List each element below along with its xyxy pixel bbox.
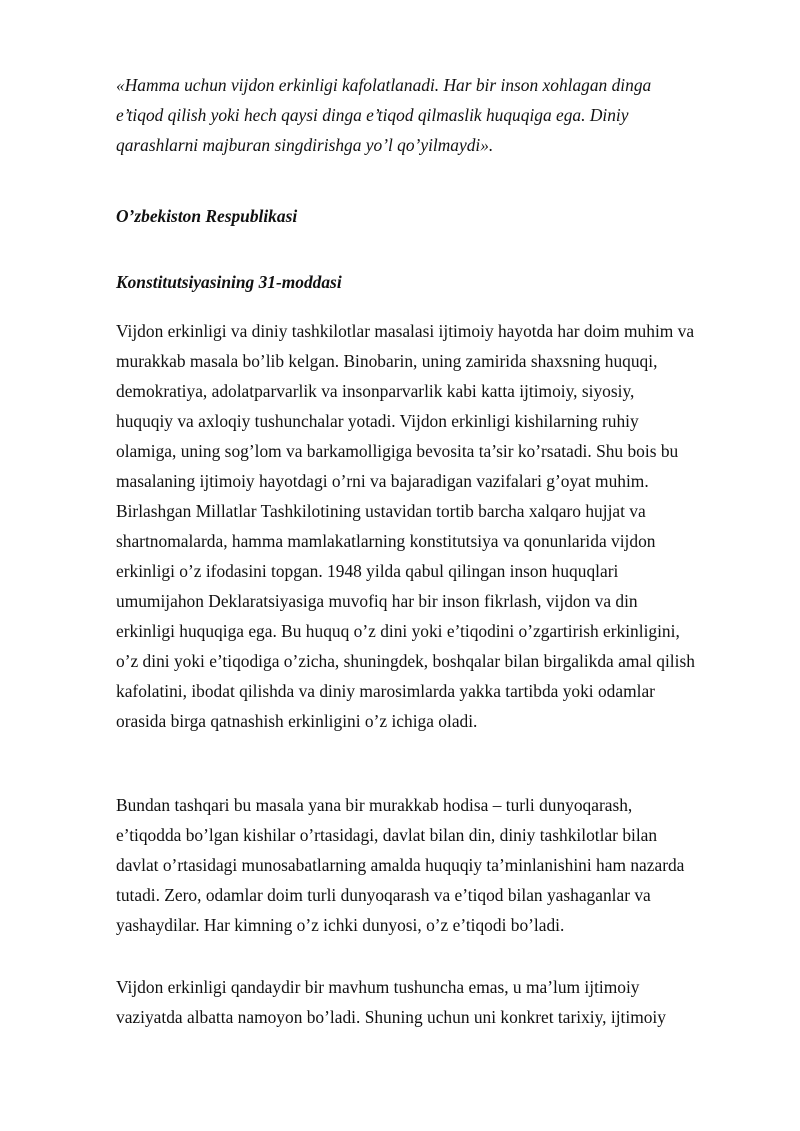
paragraph-line: o’z dini yoki e’tiqodiga o’zicha, shuningdek, boshqalar bilan birgalikda amal qilish	[116, 651, 695, 671]
paragraph-line: e’tiqodda bo’lgan kishilar o’rtasidagi, davlat bilan din, diniy tashkilotlar bilan	[116, 825, 658, 845]
quote-line: qarashlarni majburan singdirishga yo’l qo’yilmaydi».	[116, 135, 494, 155]
paragraph-line: kafolatini, ibodat qilishda va diniy marosimlarda yakka tartibda yoki odamlar	[116, 681, 655, 701]
paragraph-line: murakkab masala bo’lib kelgan. Binobarin, uning zamirida shaxsning huquqi,	[116, 351, 658, 371]
paragraph-line: Birlashgan Millatlar Tashkilotining ustavidan tortib barcha xalqaro hujjat va	[116, 501, 646, 521]
paragraph-1	[116, 316, 766, 736]
paragraph-2	[116, 790, 766, 940]
paragraph-line: Vijdon erkinligi qandaydir bir mavhum tushuncha emas, u ma’lum ijtimoiy	[116, 977, 640, 997]
paragraph-line: erkinligi huquqiga ega. Bu huquq o’z dini yoki e’tiqodini o’zgartirish erkinligini,	[116, 621, 680, 641]
paragraph-line: Bundan tashqari bu masala yana bir murakkab hodisa – turli dunyoqarash,	[116, 795, 633, 815]
paragraph-line: yashaydilar. Har kimning o’z ichki dunyosi, o’z e’tiqodi bo’ladi.	[116, 915, 565, 935]
paragraph-line: umumijahon Deklaratsiyasiga muvofiq har bir inson fikrlash, vijdon va din	[116, 591, 638, 611]
quote-line: e’tiqod qilish yoki hech qaysi dinga e’tiqod qilmaslik huquqiga ega. Diniy	[116, 105, 629, 125]
paragraph-line: tutadi. Zero, odamlar doim turli dunyoqarash va e’tiqod bilan yashaganlar va	[116, 885, 651, 905]
source-title: O’zbekiston Respublikasi	[116, 206, 298, 226]
paragraph-3	[116, 972, 766, 1032]
paragraph-line: huquqiy va axloqiy tushunchalar yotadi. Vijdon erkinligi kishilarning ruhiy	[116, 411, 639, 431]
paragraph-line: masalaning ijtimoiy hayotdagi o’rni va bajaradigan vazifalari g’oyat muhim.	[116, 471, 649, 491]
paragraph-line: olamiga, uning sog’lom va barkamolligiga bevosita ta’sir ko’rsatadi. Shu bois bu	[116, 441, 679, 461]
paragraph-line: demokratiya, adolatparvarlik va insonparvarlik kabi katta ijtimoiy, siyosiy,	[116, 381, 635, 401]
paragraph-line: Vijdon erkinligi va diniy tashkilotlar masalasi ijtimoiy hayotda har doim muhim va	[116, 321, 695, 341]
paragraph-line: shartnomalarda, hamma mamlakatlarning konstitutsiya va qonunlarida vijdon	[116, 531, 656, 551]
paragraph-line: davlat o’rtasidagi munosabatlarning amalda huquqiy ta’minlanishini ham nazarda	[116, 855, 685, 875]
paragraph-line: erkinligi o’z ifodasini topgan. 1948 yilda qabul qilingan inson huquqlari	[116, 561, 619, 581]
quote-line: «Hamma uchun vijdon erkinligi kafolatlanadi. Har bir inson xohlagan dinga	[116, 75, 652, 95]
paragraph-line: vaziyatda albatta namoyon bo’ladi. Shuning uchun uni konkret tarixiy, ijtimoiy	[116, 1007, 666, 1027]
source-subtitle: Konstitutsiyasining 31-moddasi	[116, 272, 342, 292]
epigraph-quote	[116, 70, 766, 160]
paragraph-line: orasida birga qatnashish erkinligini o’z ichiga oladi.	[116, 711, 478, 731]
